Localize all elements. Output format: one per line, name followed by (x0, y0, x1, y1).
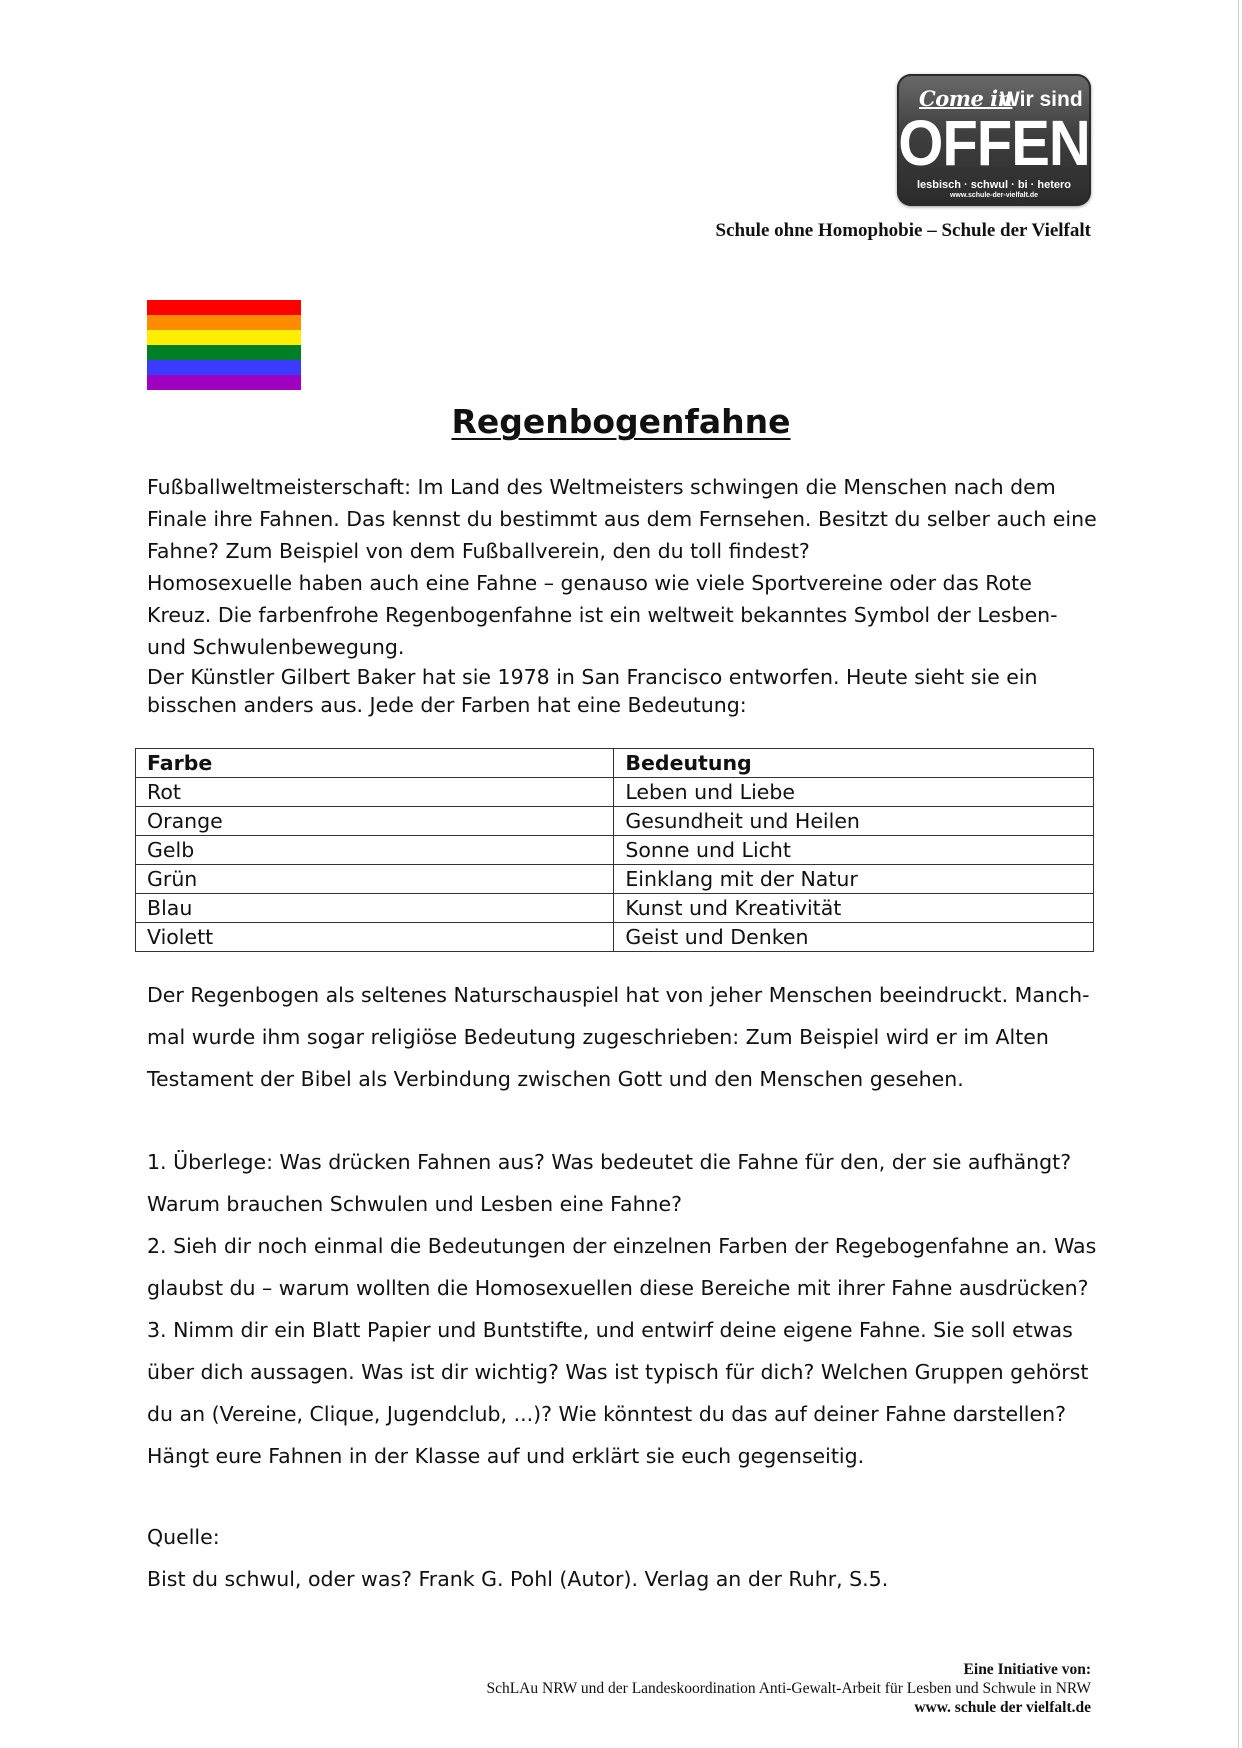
rainbow-flag-image (147, 300, 301, 390)
document-title (0, 402, 1242, 441)
column-header-bedeutung: Bedeutung (614, 749, 1094, 778)
color-cell: Rot (136, 778, 614, 807)
task-item-2: 2. Sieh dir noch einmal die Bedeutungen der einzelnen Farben der Regebogenfahne an. Was glaubst du – warum wollten die Homosexuellen diese Bereiche mit ihrer Fahne ausdrücken? (147, 1234, 1097, 1300)
footer-website: www. schule der vielfalt.de (914, 1699, 1091, 1716)
table-row (136, 807, 1094, 836)
flag-stripe (147, 300, 301, 315)
column-header-farbe: Farbe (136, 749, 614, 778)
color-cell: Orange (136, 807, 614, 836)
source-citation: Bist du schwul, oder was? Frank G. Pohl (Autor). Verlag an der Ruhr, S.5. (147, 1567, 889, 1591)
footer (486, 1660, 1091, 1717)
meaning-cell: Kunst und Kreativität (614, 894, 1094, 923)
task-item-3: 3. Nimm dir ein Blatt Papier und Buntstifte, und entwirf deine eigene Fahne. Sie soll etwas über dich aussagen. Was ist dir wichtig? Was ist typisch für dich? Welchen Gruppen gehörst du an (Vereine, Clique, Jugendclub, ...)? Wie könntest du das auf deiner Fahne darstellen? Hängt eure Fahnen in der Klasse auf und erklärt sie euch gegenseitig. (147, 1318, 1089, 1468)
logo-tagline: lesbisch · schwul · bi · hetero (916, 179, 1072, 191)
intro-text (147, 471, 1097, 719)
footer-initiative-label: Eine Initiative von: (963, 1661, 1091, 1678)
color-cell: Violett (136, 923, 614, 952)
logo-offen-text: OFFEN (898, 107, 1090, 180)
meaning-cell: Geist und Denken (614, 923, 1094, 952)
meaning-cell: Gesundheit und Heilen (614, 807, 1094, 836)
table-row (136, 836, 1094, 865)
flag-stripe (147, 345, 301, 360)
table-row (136, 894, 1094, 923)
task-list (147, 1141, 1097, 1477)
meaning-cell: Leben und Liebe (614, 778, 1094, 807)
intro-paragraph-1: Fußballweltmeisterschaft: Im Land des Weltmeisters schwingen die Menschen nach dem Finale ihre Fahnen. Das kennst du bestimmt aus dem Fernsehen. Besitzt du selber auch eine Fahne? Zum Beispiel von dem Fußballverein, den du toll findest? (147, 475, 1097, 563)
table-row (136, 778, 1094, 807)
logo-wir-sind-text: Wir sind (1000, 88, 1083, 111)
meaning-cell: Sonne und Licht (614, 836, 1094, 865)
org-title: Schule ohne Homophobie – Schule der Vielfalt (715, 220, 1091, 241)
source-label: Quelle: (147, 1525, 220, 1549)
rainbow-paragraph-text: Der Regenbogen als seltenes Naturschauspiel hat von jeher Menschen beeindruckt. Manch-mal wurde ihm sogar religiöse Bedeutung zugeschrieben: Zum Beispiel wird er im Alten Testament der Bibel als Verbindung zwischen Gott und den Menschen gesehen. (147, 983, 1090, 1091)
logo-come-in-text: Come in (919, 86, 1013, 111)
task-item-1: 1. Überlege: Was drücken Fahnen aus? Was bedeutet die Fahne für den, der sie aufhängt? Warum brauchen Schwulen und Lesben eine Fahne? (147, 1150, 1072, 1216)
source-section (147, 1516, 1097, 1600)
flag-stripe (147, 375, 301, 390)
rainbow-paragraph (147, 974, 1097, 1100)
intro-paragraph-2: Homosexuelle haben auch eine Fahne – genauso wie viele Sportvereine oder das Rote Kreuz. Die farbenfrohe Regenbogenfahne ist ein weltweit bekanntes Symbol der Lesben- und Schwulenbewegung. (147, 571, 1058, 659)
page-edge (1238, 0, 1239, 1748)
table-row (136, 865, 1094, 894)
table-header-row (136, 749, 1094, 778)
intro-paragraph-3: Der Künstler Gilbert Baker hat sie 1978 in San Francisco entworfen. Heute sieht sie ein bisschen anders aus. Jede der Farben hat eine Bedeutung: (147, 665, 1038, 717)
document-title-text: Regenbogenfahne (451, 402, 791, 441)
meaning-cell: Einklang mit der Natur (614, 865, 1094, 894)
flag-stripe (147, 315, 301, 330)
footer-organizations: SchLAu NRW und der Landeskoordination Anti-Gewalt-Arbeit für Lesben und Schwule in NRW (486, 1680, 1091, 1697)
flag-stripe (147, 360, 301, 375)
offen-logo (897, 74, 1091, 206)
flag-stripe (147, 330, 301, 345)
table-row (136, 923, 1094, 952)
color-cell: Blau (136, 894, 614, 923)
color-meaning-table (135, 748, 1094, 952)
color-cell: Gelb (136, 836, 614, 865)
logo-url: www.schule-der-vielfalt.de (949, 192, 1039, 199)
color-cell: Grün (136, 865, 614, 894)
